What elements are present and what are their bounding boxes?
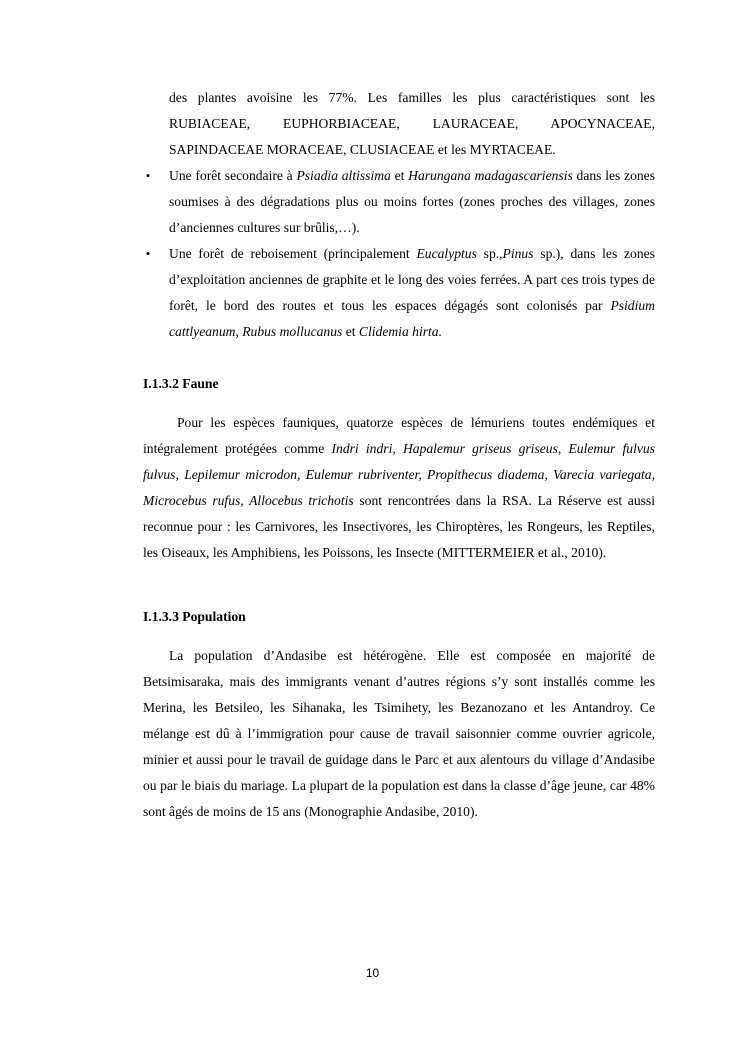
list-item-text: Une forêt secondaire à Psiadia altissima et Harungana madagascariensis dans les zones soumises à des dégradations plus ou moins fortes (zones proches des villages, zones d’anciennes cultures sur brûlis,…). <box>169 168 655 235</box>
bullet-icon: • <box>145 246 151 261</box>
forest-types-list <box>143 163 655 345</box>
species-list: Indri indri, Hapalemur griseus griseus, Eulemur fulvus fulvus, Lepilemur microdon, Eulemur rubriventer, Propithecus diadema, Varecia variegata, Microcebus rufus, Allocebus trichotis <box>143 441 655 508</box>
list-item <box>143 163 655 241</box>
faune-paragraph: Pour les espèces fauniques, quatorze espèces de lémuriens toutes endémiques et intégralement protégées comme Indri indri, Hapalemur griseus griseus, Eulemur fulvus fulvus, Lepilemur microdon, Eulemur rubriventer, Propithecus diadema, Varecia variegata, Microcebus rufus, Allocebus trichotis sont rencontrées dans la RSA. La Réserve est aussi reconnue pour : les Carnivores, les Insectivores, les Chiroptères, les Rongeurs, les Reptiles, les Oiseaux, les Amphibiens, les Poissons, les Insecte (MITTERMEIER et al., 2010). <box>143 415 655 560</box>
bullet-icon: • <box>145 168 151 183</box>
section-heading-faune: I.1.3.2 Faune <box>143 376 219 391</box>
section-heading-population: I.1.3.3 Population <box>143 609 246 624</box>
list-item-text: Une forêt de reboisement (principalement Eucalyptus sp.,Pinus sp.), dans les zones d’exploitation anciennes de graphite et le long des voies ferrées. A part ces trois types de forêt, le bord des routes et tous les espaces dégagés sont colonisés par Psidium cattlyeanum, Rubus mollucanus et Clidemia hirta. <box>169 246 655 339</box>
list-item <box>143 241 655 345</box>
intro-paragraph <box>169 85 655 163</box>
population-paragraph: La population d’Andasibe est hétérogène. Elle est composée en majorité de Betsimisaraka, mais des immigrants venant d’autres régions s’y sont installés comme les Merina, les Betsileo, les Sihanaka, les Tsimihety, les Bezanozano et les Antandroy. Ce mélange est dû à l’immigration pour cause de travail saisonnier comme ouvrier agricole, minier et aussi pour le travail de guidage dans le Parc et aux alentours du village d’Andasibe ou par le biais du mariage. La plupart de la population est dans la classe d’âge jeune, car 48% sont âgés de moins de 15 ans (Monographie Andasibe, 2010). <box>143 648 655 819</box>
plant-families-text: des plantes avoisine les 77%. Les familles les plus caractéristiques sont les RUBIACEAE, EUPHORBIACEAE, LAURACEAE, APOCYNACEAE, SAPINDACEAE MORACEAE, CLUSIACEAE et les MYRTACEAE. <box>169 90 655 157</box>
page-number: 10 <box>365 966 380 980</box>
